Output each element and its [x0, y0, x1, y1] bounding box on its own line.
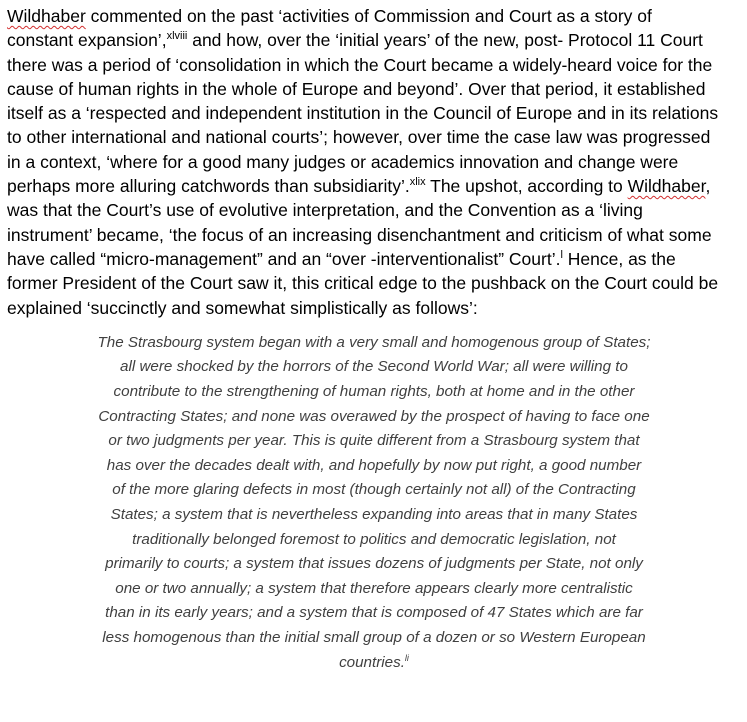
- footnote-ref: xlix: [409, 176, 426, 189]
- text-run: contribute to the strengthening of human rights, both at home and in the other: [113, 383, 635, 401]
- quote-line: [7, 405, 741, 430]
- text-run: there was a period of ‘consolidation in which the Court became a widely-heard voice for the: [7, 54, 713, 75]
- quote-line: [7, 601, 741, 626]
- spellcheck-flagged-word: Wildhaber: [7, 6, 86, 26]
- text-run: primarily to courts; a system that issues dozens of judgments per State, not only: [105, 555, 643, 573]
- text-run: have called “micro-management” and an “over -interventionalist” Court’.: [7, 248, 561, 269]
- text-run: constant expansion’,: [7, 30, 167, 51]
- paragraph-line: [7, 223, 741, 247]
- quote-line: [7, 552, 741, 577]
- quote-line: [7, 651, 741, 676]
- text-run: or two judgments per year. This is quite different from a Strasbourg system that: [108, 432, 640, 450]
- paragraph-line: [7, 4, 741, 28]
- text-run: Contracting States; and none was overawed by the prospect of having to face one: [98, 407, 650, 425]
- text-run: instrument’ became, ‘the focus of an increasing disenchantment and criticism of what some: [7, 224, 712, 245]
- text-run: and how, over the ‘initial years’ of the new, post- Protocol 11 Court: [187, 30, 703, 51]
- paragraph-line: [7, 271, 741, 295]
- text-run: traditionally belonged foremost to politics and democratic legislation, not: [132, 530, 616, 548]
- block-quote: [7, 331, 741, 675]
- paragraph-line: [7, 77, 741, 101]
- text-run: ,: [705, 176, 711, 197]
- text-run: less homogenous than the initial small group of a dozen or so Western European: [102, 628, 646, 646]
- text-run: itself as a ‘respected and independent institution in the Council of Europe and in its relations: [7, 103, 719, 124]
- text-run: has over the decades dealt with, and hopefully by now put right, a good number: [106, 456, 642, 474]
- quote-line: [7, 454, 741, 479]
- text-run: cause of human rights in the whole of Europe and beyond’. Over that period, it established: [7, 78, 706, 99]
- text-run: of the more glaring defects in most (though certainly not all) of the Contracting: [112, 481, 636, 499]
- text-run: perhaps more alluring catchwords than subsidiarity’.: [7, 176, 410, 197]
- quote-line: [7, 577, 741, 602]
- text-run: was that the Court’s use of evolutive interpretation, and the Convention as a ‘living: [7, 200, 643, 221]
- body-paragraph: [7, 4, 741, 320]
- paragraph-line: [7, 28, 741, 52]
- paragraph-line: [7, 150, 741, 174]
- paragraph-line: [7, 174, 741, 198]
- paragraph-line: [7, 247, 741, 271]
- spellcheck-flagged-word: Wildhaber: [627, 176, 706, 197]
- quote-line: [7, 380, 741, 405]
- document-page: [7, 4, 741, 675]
- paragraph-line: [7, 101, 741, 125]
- text-run: than in its early years; and a system that is composed of 47 States which are far: [105, 604, 643, 622]
- text-run: countries.: [339, 653, 405, 671]
- footnote-ref: xlviii: [166, 30, 188, 43]
- quote-line: [7, 355, 741, 380]
- quote-line: [7, 429, 741, 454]
- text-run: explained ‘succinctly and somewhat simplistically as follows’:: [7, 297, 478, 318]
- text-run: The Strasbourg system began with a very small and homogenous group of States;: [97, 333, 651, 351]
- text-run: Hence, as the: [562, 248, 676, 269]
- quote-line: [7, 528, 741, 553]
- quote-line: [7, 626, 741, 651]
- paragraph-line: [7, 296, 741, 320]
- quote-line: [7, 478, 741, 503]
- footnote-ref: li: [404, 652, 409, 663]
- quote-line: [7, 331, 741, 356]
- text-run: in a context, ‘where for a good many judges or academics innovation and change were: [7, 151, 679, 172]
- paragraph-line: [7, 125, 741, 149]
- paragraph-line: [7, 198, 741, 222]
- text-run: commented on the past ‘activities of Commission and Court as a story of: [85, 6, 652, 26]
- quote-line: [7, 503, 741, 528]
- text-run: former President of the Court saw it, this critical edge to the pushback on the Court could be: [7, 273, 719, 294]
- text-run: one or two annually; a system that therefore appears clearly more centralistic: [115, 579, 633, 597]
- text-run: all were shocked by the horrors of the Second World War; all were willing to: [120, 358, 628, 376]
- text-run: States; a system that is nevertheless expanding into areas that in many States: [110, 506, 638, 524]
- text-run: to other international and national courts’; however, over time the case law was progressed: [7, 127, 711, 148]
- paragraph-line: [7, 53, 741, 77]
- text-run: The upshot, according to: [425, 176, 628, 197]
- footnote-ref: l: [560, 248, 563, 261]
